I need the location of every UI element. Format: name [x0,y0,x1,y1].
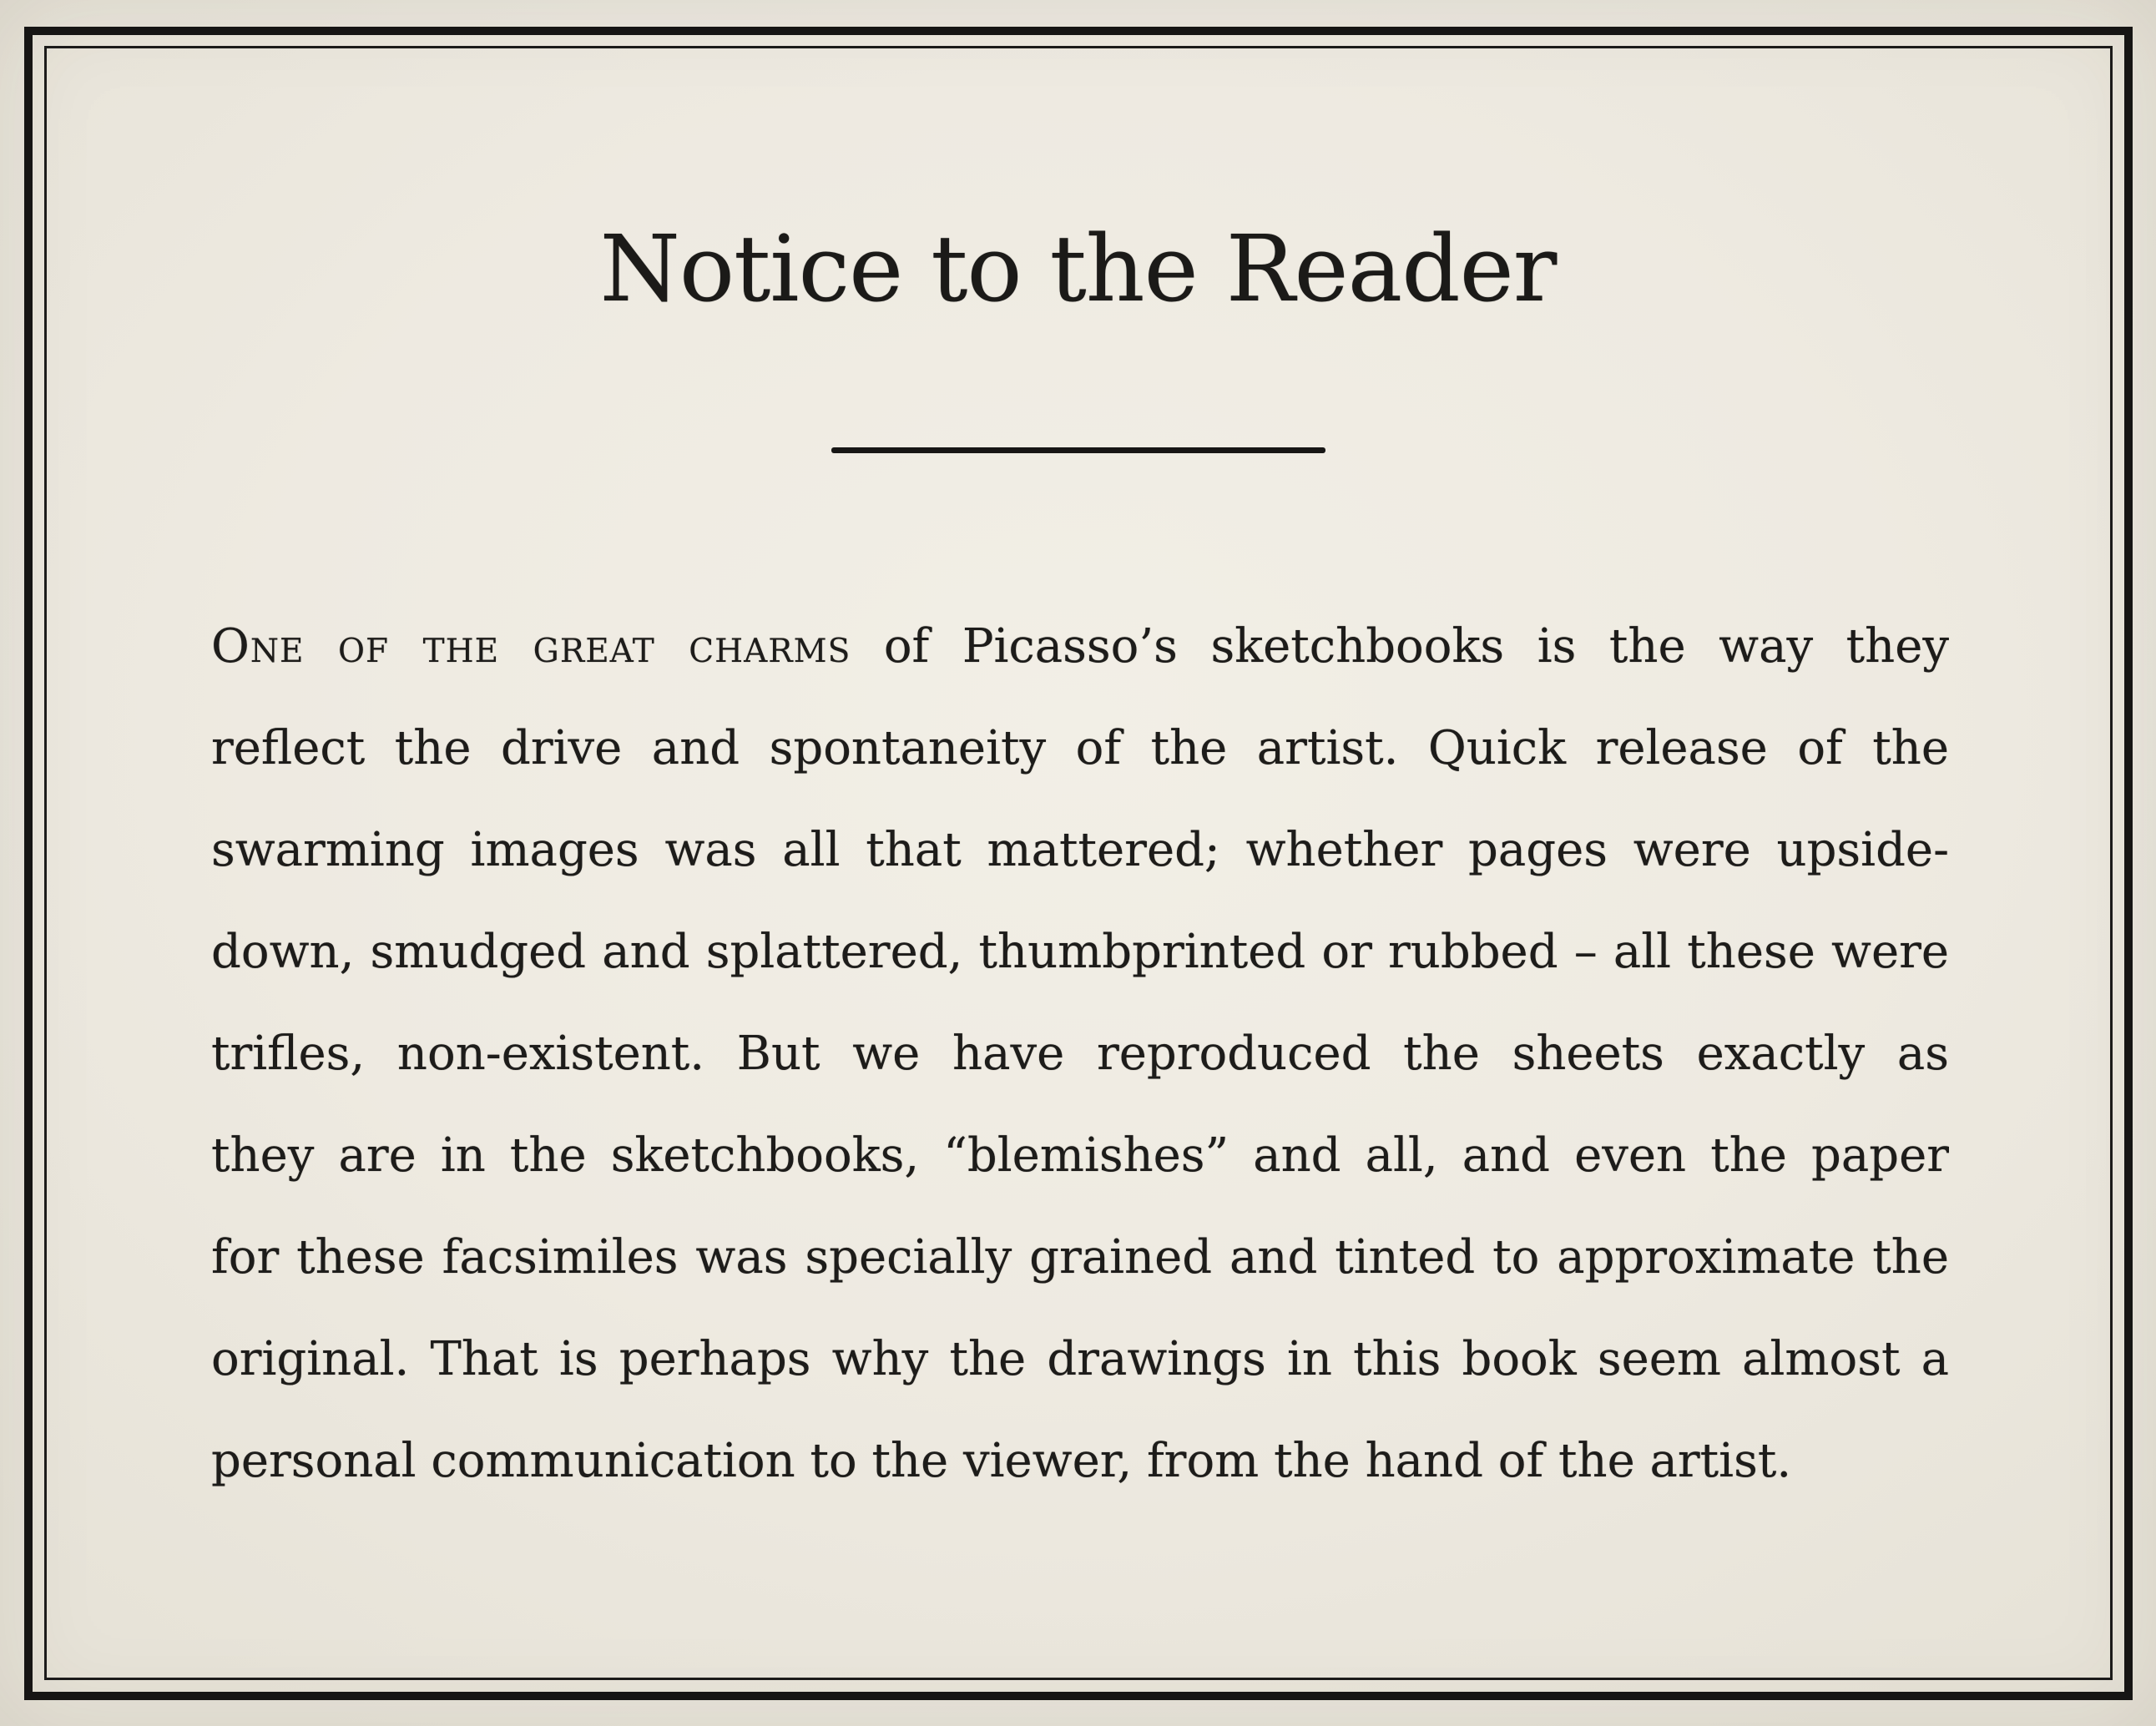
paragraph-line: reflect the drive and spontaneity of the artist. Quick release of the [211,721,1949,775]
paragraph-line: down, smudged and splattered, thumbprinted or rubbed – all these were [211,925,1949,979]
title-divider-rule [831,447,1325,453]
paragraph-line: they are in the sketchbooks, “blemishes” and all, and even the paper [211,1128,1949,1183]
paragraph-line-text: of Picasso’s sketchbooks is the way they [851,619,1949,674]
paragraph-line: trifles, non-existent. But we have reproduced the sheets exactly as [211,1027,1949,1081]
paragraph-lead-in-smallcaps: One of the great charms [211,619,851,674]
paragraph-line: swarming images was all that mattered; whether pages were upside- [211,823,1949,877]
paragraph-line: for these facsimiles was specially grained and tinted to approximate the [211,1230,1949,1284]
paragraph-line: original. That is perhaps why the drawings in this book seem almost a [211,1332,1949,1386]
page-title: Notice to the Reader [599,215,1557,322]
notice-paragraph [211,596,1949,1512]
paragraph-line: personal communication to the viewer, from the hand of the artist. [211,1434,1792,1488]
paragraph-line [211,596,1949,698]
